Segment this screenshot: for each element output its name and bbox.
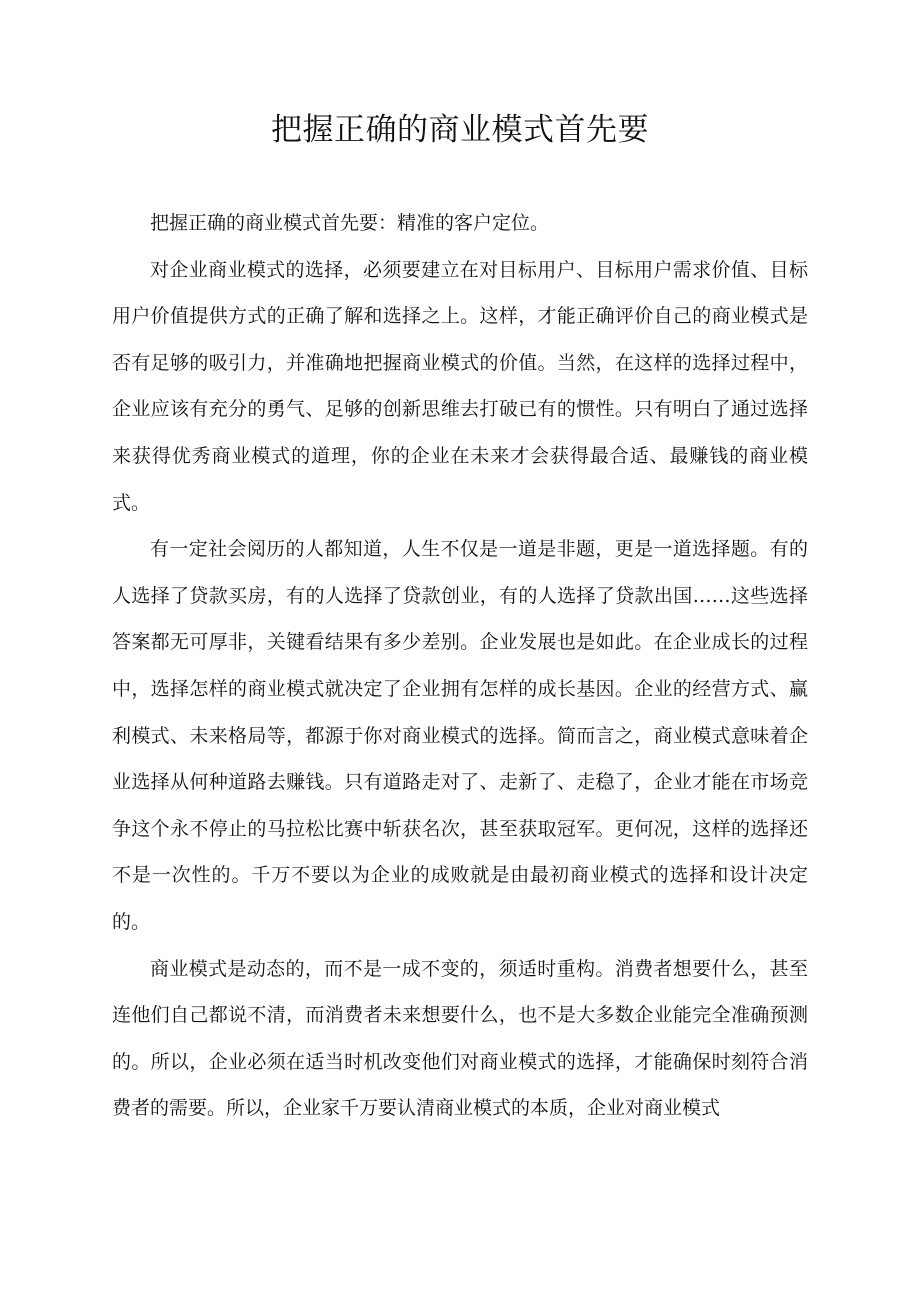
paragraph: 有一定社会阅历的人都知道，人生不仅是一道是非题，更是一道选择题。有的人选择了贷款买房，有的人选择了贷款创业，有的人选择了贷款出国……这些选择答案都无可厚非，关键看结果有多少差别。企业发展也是如此。在企业成长的过程中，选择怎样的商业模式就决定了企业拥有怎样的成长基因。企业的经营方式、赢利模式、未来格局等，都源于你对商业模式的选择。简而言之，商业模式意味着企业选择从何种道路去赚钱。只有道路走对了、走新了、走稳了，企业才能在市场竞争这个永不停止的马拉松比赛中斩获名次，甚至获取冠军。更何况，这样的选择还不是一次性的。千万不要以为企业的成败就是由最初商业模式的选择和设计决定的。 [112,538,808,933]
paragraph: 对企业商业模式的选择，必须要建立在对目标用户、目标用户需求价值、目标用户价值提供方式的正确了解和选择之上。这样，才能正确评价自己的商业模式是否有足够的吸引力，并准确地把握商业模式的价值。当然，在这样的选择过程中，企业应该有充分的勇气、足够的创新思维去打破已有的惯性。只有明白了通过选择来获得优秀商业模式的道理，你的企业在未来才会获得最合适、最赚钱的商业模式。 [112,258,808,514]
document-title: 把握正确的商业模式首先要 [271,112,649,148]
paragraph: 把握正确的商业模式首先要：精准的客户定位。 [150,212,550,234]
paragraph: 商业模式是动态的，而不是一成不变的，须适时重构。消费者想要什么，甚至连他们自己都说不清，而消费者未来想要什么，也不是大多数企业能完全准确预测的。所以，企业必须在适当时机改变他们对商业模式的选择，才能确保时刻符合消费者的需要。所以，企业家千万要认清商业模式的本质，企业对商业模式 [112,957,808,1120]
document-body [112,200,808,1132]
